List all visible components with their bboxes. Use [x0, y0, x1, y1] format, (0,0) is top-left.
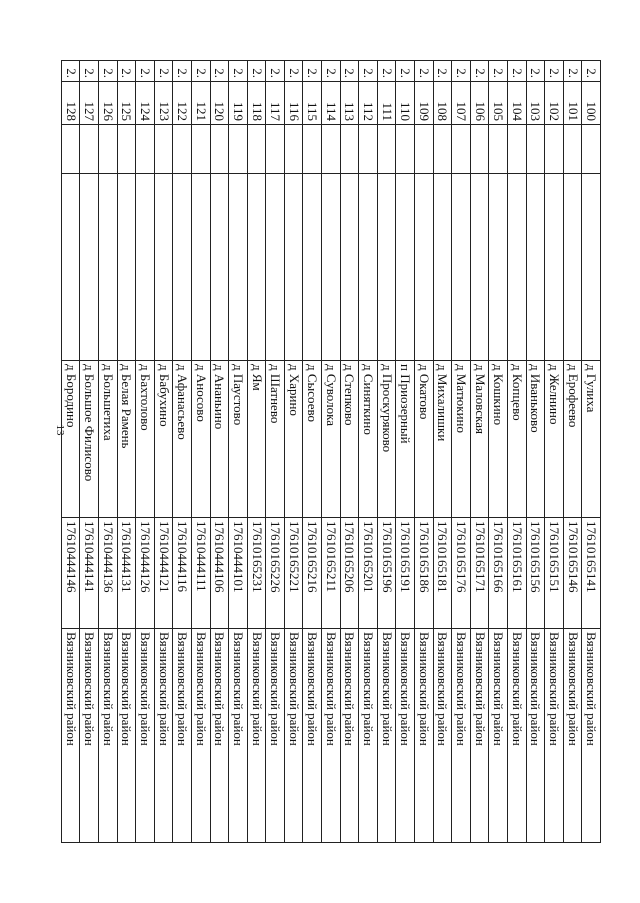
district-cell: Вязниковский район: [508, 629, 527, 843]
table-row: [433, 61, 452, 843]
oktmo-code-cell: 17610165231: [247, 518, 266, 629]
section-number-cell: 2.: [322, 61, 341, 82]
settlement-name-cell: д Большое Филисово: [80, 361, 99, 518]
empty-cell: [303, 125, 322, 174]
settlement-name-cell: д Бабухино: [154, 361, 173, 518]
table-body: [61, 61, 600, 843]
district-cell: Вязниковский район: [377, 629, 396, 843]
section-number-cell: 2.: [340, 61, 359, 82]
section-number-cell: 2.: [303, 61, 322, 82]
oktmo-code-cell: 17610165221: [284, 518, 303, 629]
row-number-cell: 120: [210, 82, 229, 125]
table-row: [136, 61, 155, 843]
settlement-name-cell: д Суволока: [322, 361, 341, 518]
district-cell: Вязниковский район: [284, 629, 303, 843]
section-number-cell: 2.: [173, 61, 192, 82]
section-number-cell: 2.: [191, 61, 210, 82]
settlement-name-cell: д Паустово: [229, 361, 248, 518]
district-cell: Вязниковский район: [191, 629, 210, 843]
table-row: [61, 61, 80, 843]
empty-cell: [322, 174, 341, 361]
district-cell: Вязниковский район: [563, 629, 582, 843]
oktmo-code-cell: 17610444126: [136, 518, 155, 629]
empty-cell: [489, 125, 508, 174]
section-number-cell: 2.: [489, 61, 508, 82]
row-number-cell: 115: [303, 82, 322, 125]
row-number-cell: 100: [582, 82, 601, 125]
settlement-name-cell: д Бородино: [61, 361, 80, 518]
empty-cell: [489, 174, 508, 361]
settlement-name-cell: д Ананьино: [210, 361, 229, 518]
district-cell: Вязниковский район: [61, 629, 80, 843]
empty-cell: [61, 125, 80, 174]
section-number-cell: 2.: [80, 61, 99, 82]
empty-cell: [191, 125, 210, 174]
oktmo-code-cell: 17610165191: [396, 518, 415, 629]
row-number-cell: 112: [359, 82, 378, 125]
empty-cell: [545, 125, 564, 174]
oktmo-code-cell: 17610165196: [377, 518, 396, 629]
oktmo-code-cell: 17610165151: [545, 518, 564, 629]
settlement-name-cell: д Проскуряково: [377, 361, 396, 518]
table-row: [284, 61, 303, 843]
settlement-name-cell: д Михалишки: [433, 361, 452, 518]
empty-cell: [545, 174, 564, 361]
district-cell: Вязниковский район: [396, 629, 415, 843]
empty-cell: [470, 174, 489, 361]
empty-cell: [433, 125, 452, 174]
table-row: [396, 61, 415, 843]
table-row: [191, 61, 210, 843]
empty-cell: [117, 125, 136, 174]
empty-cell: [303, 174, 322, 361]
row-number-cell: 119: [229, 82, 248, 125]
district-cell: Вязниковский район: [545, 629, 564, 843]
table-row: [247, 61, 266, 843]
district-cell: Вязниковский район: [136, 629, 155, 843]
empty-cell: [340, 174, 359, 361]
table-row: [322, 61, 341, 843]
row-number-cell: 109: [415, 82, 434, 125]
settlement-name-cell: д Маловская: [470, 361, 489, 518]
table-row: [452, 61, 471, 843]
row-number-cell: 123: [154, 82, 173, 125]
table-row: [489, 61, 508, 843]
empty-cell: [266, 125, 285, 174]
oktmo-code-cell: 17610444141: [80, 518, 99, 629]
empty-cell: [61, 174, 80, 361]
oktmo-code-cell: 17610444111: [191, 518, 210, 629]
empty-cell: [136, 125, 155, 174]
row-number-cell: 118: [247, 82, 266, 125]
empty-cell: [322, 125, 341, 174]
table-row: [563, 61, 582, 843]
section-number-cell: 2.: [452, 61, 471, 82]
row-number-cell: 101: [563, 82, 582, 125]
row-number-cell: 113: [340, 82, 359, 125]
district-cell: Вязниковский район: [582, 629, 601, 843]
empty-cell: [117, 174, 136, 361]
row-number-cell: 102: [545, 82, 564, 125]
settlement-name-cell: д Шатнево: [266, 361, 285, 518]
row-number-cell: 122: [173, 82, 192, 125]
settlement-name-cell: д Афанасьево: [173, 361, 192, 518]
section-number-cell: 2.: [396, 61, 415, 82]
empty-cell: [229, 174, 248, 361]
oktmo-code-cell: 17610165146: [563, 518, 582, 629]
empty-cell: [415, 125, 434, 174]
oktmo-code-cell: 17610444101: [229, 518, 248, 629]
empty-cell: [247, 125, 266, 174]
oktmo-code-cell: 17610165141: [582, 518, 601, 629]
empty-cell: [415, 174, 434, 361]
district-cell: Вязниковский район: [452, 629, 471, 843]
empty-cell: [173, 125, 192, 174]
oktmo-code-cell: 17610165166: [489, 518, 508, 629]
row-number-cell: 105: [489, 82, 508, 125]
empty-cell: [359, 125, 378, 174]
row-number-cell: 116: [284, 82, 303, 125]
settlement-name-cell: д Окатово: [415, 361, 434, 518]
section-number-cell: 2.: [247, 61, 266, 82]
settlement-name-cell: д Копцево: [508, 361, 527, 518]
table-row: [340, 61, 359, 843]
row-number-cell: 110: [396, 82, 415, 125]
row-number-cell: 104: [508, 82, 527, 125]
oktmo-code-cell: 17610165216: [303, 518, 322, 629]
settlement-name-cell: д Сысоево: [303, 361, 322, 518]
table-row: [266, 61, 285, 843]
table-row: [526, 61, 545, 843]
district-cell: Вязниковский район: [470, 629, 489, 843]
settlement-name-cell: д Белая Рамень: [117, 361, 136, 518]
empty-cell: [508, 174, 527, 361]
district-cell: Вязниковский район: [210, 629, 229, 843]
table-row: [98, 61, 117, 843]
section-number-cell: 2.: [563, 61, 582, 82]
row-number-cell: 124: [136, 82, 155, 125]
oktmo-code-cell: 17610444136: [98, 518, 117, 629]
district-cell: Вязниковский район: [266, 629, 285, 843]
settlement-name-cell: д Желнино: [545, 361, 564, 518]
oktmo-code-cell: 17610165226: [266, 518, 285, 629]
district-cell: Вязниковский район: [526, 629, 545, 843]
table-row: [117, 61, 136, 843]
row-number-cell: 106: [470, 82, 489, 125]
section-number-cell: 2.: [359, 61, 378, 82]
settlement-name-cell: д Иваньково: [526, 361, 545, 518]
empty-cell: [210, 174, 229, 361]
district-cell: Вязниковский район: [80, 629, 99, 843]
empty-cell: [284, 125, 303, 174]
row-number-cell: 127: [80, 82, 99, 125]
empty-cell: [247, 174, 266, 361]
section-number-cell: 2.: [229, 61, 248, 82]
empty-cell: [229, 125, 248, 174]
district-cell: Вязниковский район: [303, 629, 322, 843]
section-number-cell: 2.: [582, 61, 601, 82]
oktmo-code-cell: 17610444106: [210, 518, 229, 629]
row-number-cell: 117: [266, 82, 285, 125]
table-row: [508, 61, 527, 843]
row-number-cell: 107: [452, 82, 471, 125]
district-cell: Вязниковский район: [340, 629, 359, 843]
settlements-table-wrapper: [63, 60, 601, 843]
section-number-cell: 2.: [210, 61, 229, 82]
settlement-name-cell: д Харино: [284, 361, 303, 518]
empty-cell: [433, 174, 452, 361]
section-number-cell: 2.: [470, 61, 489, 82]
empty-cell: [452, 125, 471, 174]
settlement-name-cell: д Большетиха: [98, 361, 117, 518]
section-number-cell: 2.: [98, 61, 117, 82]
settlement-name-cell: д Бахтолово: [136, 361, 155, 518]
district-cell: Вязниковский район: [173, 629, 192, 843]
empty-cell: [582, 174, 601, 361]
empty-cell: [154, 174, 173, 361]
settlement-name-cell: д Матюкино: [452, 361, 471, 518]
section-number-cell: 2.: [61, 61, 80, 82]
empty-cell: [98, 125, 117, 174]
empty-cell: [284, 174, 303, 361]
section-number-cell: 2.: [526, 61, 545, 82]
section-number-cell: 2.: [284, 61, 303, 82]
district-cell: Вязниковский район: [433, 629, 452, 843]
page-number: 13: [54, 424, 66, 436]
empty-cell: [526, 174, 545, 361]
settlements-table: [61, 60, 601, 843]
section-number-cell: 2.: [136, 61, 155, 82]
oktmo-code-cell: 17610165186: [415, 518, 434, 629]
empty-cell: [582, 125, 601, 174]
empty-cell: [359, 174, 378, 361]
settlement-name-cell: д Аносово: [191, 361, 210, 518]
settlement-name-cell: д Гулиха: [582, 361, 601, 518]
oktmo-code-cell: 17610165161: [508, 518, 527, 629]
empty-cell: [173, 174, 192, 361]
table-row: [229, 61, 248, 843]
section-number-cell: 2.: [377, 61, 396, 82]
section-number-cell: 2.: [266, 61, 285, 82]
empty-cell: [98, 174, 117, 361]
empty-cell: [377, 174, 396, 361]
row-number-cell: 121: [191, 82, 210, 125]
table-row: [210, 61, 229, 843]
empty-cell: [563, 125, 582, 174]
oktmo-code-cell: 17610165181: [433, 518, 452, 629]
empty-cell: [452, 174, 471, 361]
oktmo-code-cell: 17610165201: [359, 518, 378, 629]
settlement-name-cell: д Степково: [340, 361, 359, 518]
table-row: [80, 61, 99, 843]
oktmo-code-cell: 17610165176: [452, 518, 471, 629]
settlement-name-cell: д Синяткино: [359, 361, 378, 518]
table-row: [415, 61, 434, 843]
empty-cell: [396, 174, 415, 361]
district-cell: Вязниковский район: [98, 629, 117, 843]
table-row: [545, 61, 564, 843]
empty-cell: [191, 174, 210, 361]
district-cell: Вязниковский район: [489, 629, 508, 843]
empty-cell: [563, 174, 582, 361]
district-cell: Вязниковский район: [322, 629, 341, 843]
district-cell: Вязниковский район: [359, 629, 378, 843]
row-number-cell: 108: [433, 82, 452, 125]
section-number-cell: 2.: [545, 61, 564, 82]
row-number-cell: 125: [117, 82, 136, 125]
empty-cell: [80, 174, 99, 361]
section-number-cell: 2.: [433, 61, 452, 82]
settlement-name-cell: п Приозерный: [396, 361, 415, 518]
empty-cell: [154, 125, 173, 174]
empty-cell: [136, 174, 155, 361]
section-number-cell: 2.: [415, 61, 434, 82]
section-number-cell: 2.: [154, 61, 173, 82]
oktmo-code-cell: 17610444116: [173, 518, 192, 629]
table-row: [154, 61, 173, 843]
empty-cell: [377, 125, 396, 174]
empty-cell: [396, 125, 415, 174]
settlement-name-cell: д Ерофеево: [563, 361, 582, 518]
district-cell: Вязниковский район: [154, 629, 173, 843]
row-number-cell: 111: [377, 82, 396, 125]
row-number-cell: 126: [98, 82, 117, 125]
row-number-cell: 103: [526, 82, 545, 125]
table-row: [173, 61, 192, 843]
oktmo-code-cell: 17610444146: [61, 518, 80, 629]
empty-cell: [266, 174, 285, 361]
oktmo-code-cell: 17610444131: [117, 518, 136, 629]
settlement-name-cell: д Кошкино: [489, 361, 508, 518]
empty-cell: [470, 125, 489, 174]
section-number-cell: 2.: [117, 61, 136, 82]
table-row: [470, 61, 489, 843]
oktmo-code-cell: 17610165171: [470, 518, 489, 629]
table-row: [377, 61, 396, 843]
section-number-cell: 2.: [508, 61, 527, 82]
oktmo-code-cell: 17610444121: [154, 518, 173, 629]
oktmo-code-cell: 17610165211: [322, 518, 341, 629]
district-cell: Вязниковский район: [229, 629, 248, 843]
empty-cell: [80, 125, 99, 174]
row-number-cell: 114: [322, 82, 341, 125]
empty-cell: [508, 125, 527, 174]
empty-cell: [340, 125, 359, 174]
oktmo-code-cell: 17610165206: [340, 518, 359, 629]
oktmo-code-cell: 17610165156: [526, 518, 545, 629]
district-cell: Вязниковский район: [117, 629, 136, 843]
rotated-table-frame: [63, 60, 601, 843]
district-cell: Вязниковский район: [415, 629, 434, 843]
row-number-cell: 128: [61, 82, 80, 125]
empty-cell: [526, 125, 545, 174]
table-row: [303, 61, 322, 843]
district-cell: Вязниковский район: [247, 629, 266, 843]
table-row: [582, 61, 601, 843]
table-row: [359, 61, 378, 843]
empty-cell: [210, 125, 229, 174]
settlement-name-cell: д Ям: [247, 361, 266, 518]
